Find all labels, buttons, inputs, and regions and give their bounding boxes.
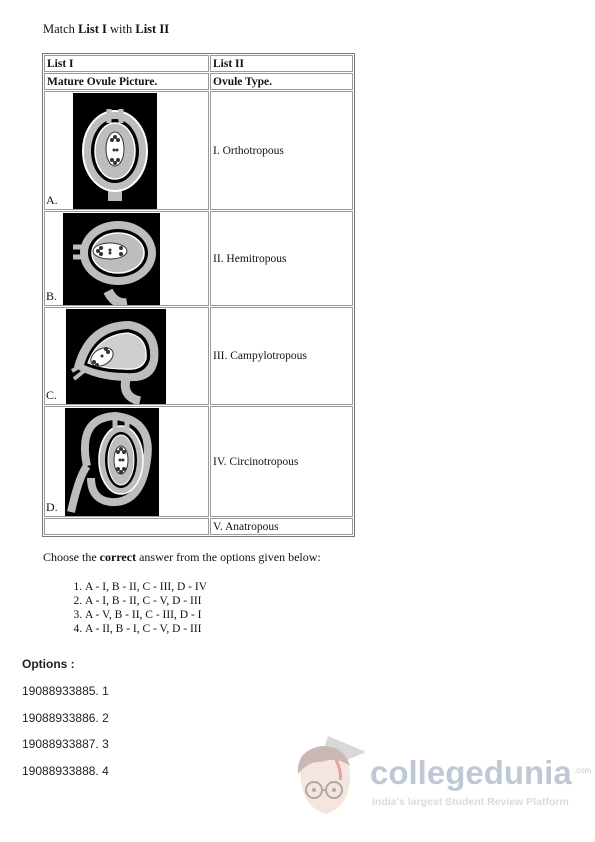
instruction-bold: correct: [99, 550, 137, 564]
ovule-type: III. Campylotropous: [210, 307, 353, 405]
ovule-picture-d: [44, 406, 209, 517]
orthotropous-ovule-image: [73, 93, 157, 209]
answer-choice: 3. A - V, B - II, C - III, D - I: [85, 608, 207, 622]
option-item: 19088933886. 2: [22, 711, 109, 725]
intro-with: with: [106, 22, 136, 36]
subheader-type: Ovule Type.: [210, 73, 353, 90]
instruction-suffix: answer from the options given below:: [136, 550, 321, 564]
table-row: [44, 518, 353, 535]
intro-list1: List I: [78, 22, 107, 36]
hemitropous-ovule-image: [63, 213, 160, 305]
table-header-row: [44, 55, 353, 72]
table-row: [44, 307, 353, 405]
row-letter: C.: [46, 388, 58, 402]
ovule-picture-c: [44, 307, 209, 405]
instruction-prefix: Choose the: [43, 550, 100, 564]
collegedunia-watermark: [292, 732, 592, 822]
brand-tld: .com: [574, 766, 592, 775]
table-subheader-row: [44, 73, 353, 90]
question-intro: [43, 22, 169, 37]
row-letter: D.: [46, 500, 58, 514]
student-mascot-icon: [292, 732, 368, 824]
ovule-type: V. Anatropous: [210, 518, 353, 535]
ovule-type: II. Hemitropous: [210, 211, 353, 306]
ovule-picture-a: [44, 91, 209, 210]
instruction-text: [43, 550, 321, 565]
options-heading: Options :: [22, 657, 75, 671]
table-row: [44, 211, 353, 306]
answer-choice: 4. A - II, B - I, C - V, D - III: [85, 622, 207, 636]
header-list2: List II: [210, 55, 353, 72]
brand-tagline: India's largest Student Review Platform: [372, 796, 569, 808]
campylotropous-ovule-image: [66, 309, 166, 404]
empty-picture-cell: [44, 518, 209, 535]
option-item: 19088933888. 4: [22, 764, 109, 778]
option-item: 19088933887. 3: [22, 737, 109, 751]
ovule-type: I. Orthotropous: [210, 91, 353, 210]
option-item: 19088933885. 1: [22, 684, 109, 698]
brand-name: collegedunia: [370, 754, 572, 791]
answer-choice: 1. A - I, B - II, C - III, D - IV: [85, 580, 207, 594]
ovule-type: IV. Circinotropous: [210, 406, 353, 517]
answer-choice: 2. A - I, B - II, C - V, D - III: [85, 594, 207, 608]
circinotropous-ovule-image: [65, 408, 159, 516]
subheader-picture: Mature Ovule Picture.: [44, 73, 209, 90]
ovule-picture-b: [44, 211, 209, 306]
intro-text: Match: [43, 22, 79, 36]
header-list1: List I: [44, 55, 209, 72]
match-table: [42, 53, 355, 537]
intro-list2: List II: [135, 22, 170, 36]
row-letter: A.: [46, 193, 58, 207]
row-letter: B.: [46, 289, 58, 303]
answer-choice-list: [45, 580, 207, 636]
table-row: [44, 91, 353, 210]
table-row: [44, 406, 353, 517]
